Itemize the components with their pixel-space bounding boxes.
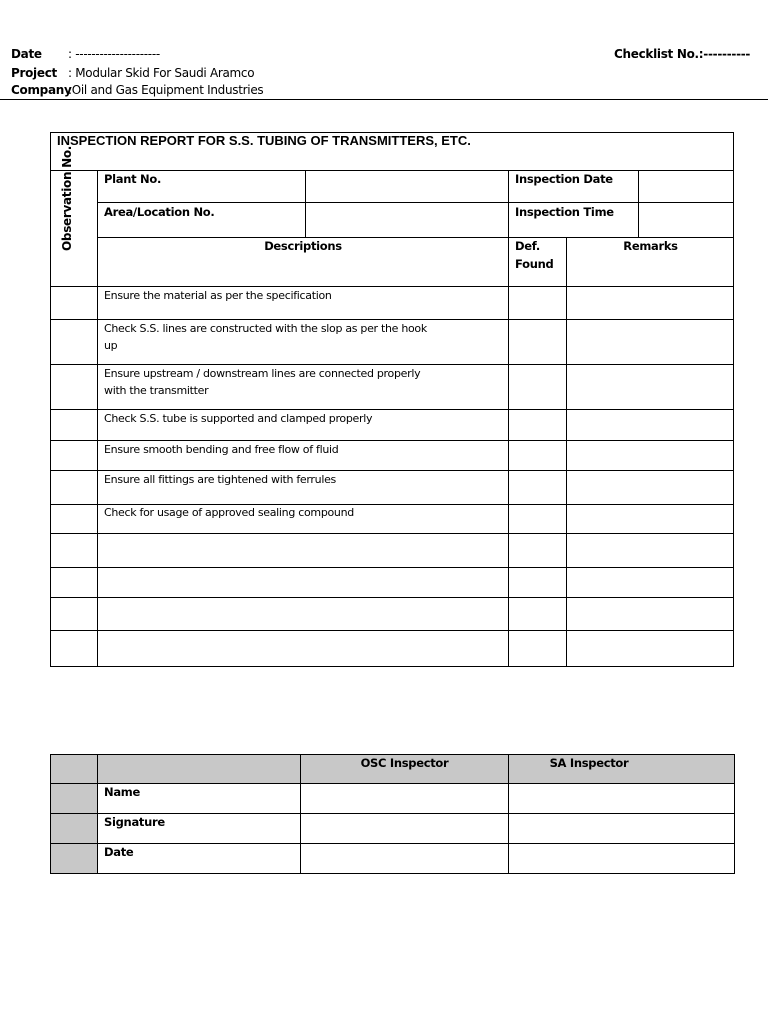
header-divider (0, 99, 768, 100)
observation-number-header: Observation No. (60, 145, 74, 251)
project-value: : Modular Skid For Saudi Aramco (68, 66, 255, 80)
descriptions-header: Descriptions (264, 239, 342, 253)
checklist-item: Check for usage of approved sealing compound (104, 506, 354, 519)
signature-row-label: Signature (104, 815, 165, 829)
def-header: Def. (515, 239, 540, 253)
area-location-label: Area/Location No. (104, 205, 215, 219)
plant-number-label: Plant No. (104, 172, 162, 186)
checklist-item: Ensure the material as per the specification (104, 289, 332, 302)
checklist-item: Ensure smooth bending and free flow of fluid (104, 443, 339, 456)
date-label: Date (11, 47, 42, 61)
document-header (0, 0, 768, 100)
name-row-label: Name (104, 785, 140, 799)
checklist-item: Check S.S. tube is supported and clamped properly (104, 412, 373, 425)
checklist-item: Ensure all fittings are tightened with ferrules (104, 473, 336, 486)
osc-inspector-header: OSC Inspector (360, 756, 449, 770)
date-value: : --------------------- (68, 47, 160, 61)
company-label: Company (11, 83, 72, 97)
found-header: Found (515, 257, 554, 271)
checklist-number: Checklist No.:---------- (614, 47, 751, 61)
checklist-item: Check S.S. lines are constructed with the slop as per the hook up (104, 322, 427, 352)
inspection-date-label: Inspection Date (515, 172, 613, 186)
inspection-time-label: Inspection Time (515, 205, 614, 219)
project-label: Project (11, 66, 57, 80)
sa-inspector-header: SA Inspector (549, 756, 629, 770)
date-row-label: Date (104, 845, 134, 859)
report-title: INSPECTION REPORT FOR S.S. TUBING OF TRANSMITTERS, ETC. (57, 133, 471, 148)
company-value: :Oil and Gas Equipment Industries (68, 83, 264, 97)
remarks-header: Remarks (623, 239, 678, 253)
checklist-item: Ensure upstream / downstream lines are connected properly with the transmitter (104, 367, 421, 397)
